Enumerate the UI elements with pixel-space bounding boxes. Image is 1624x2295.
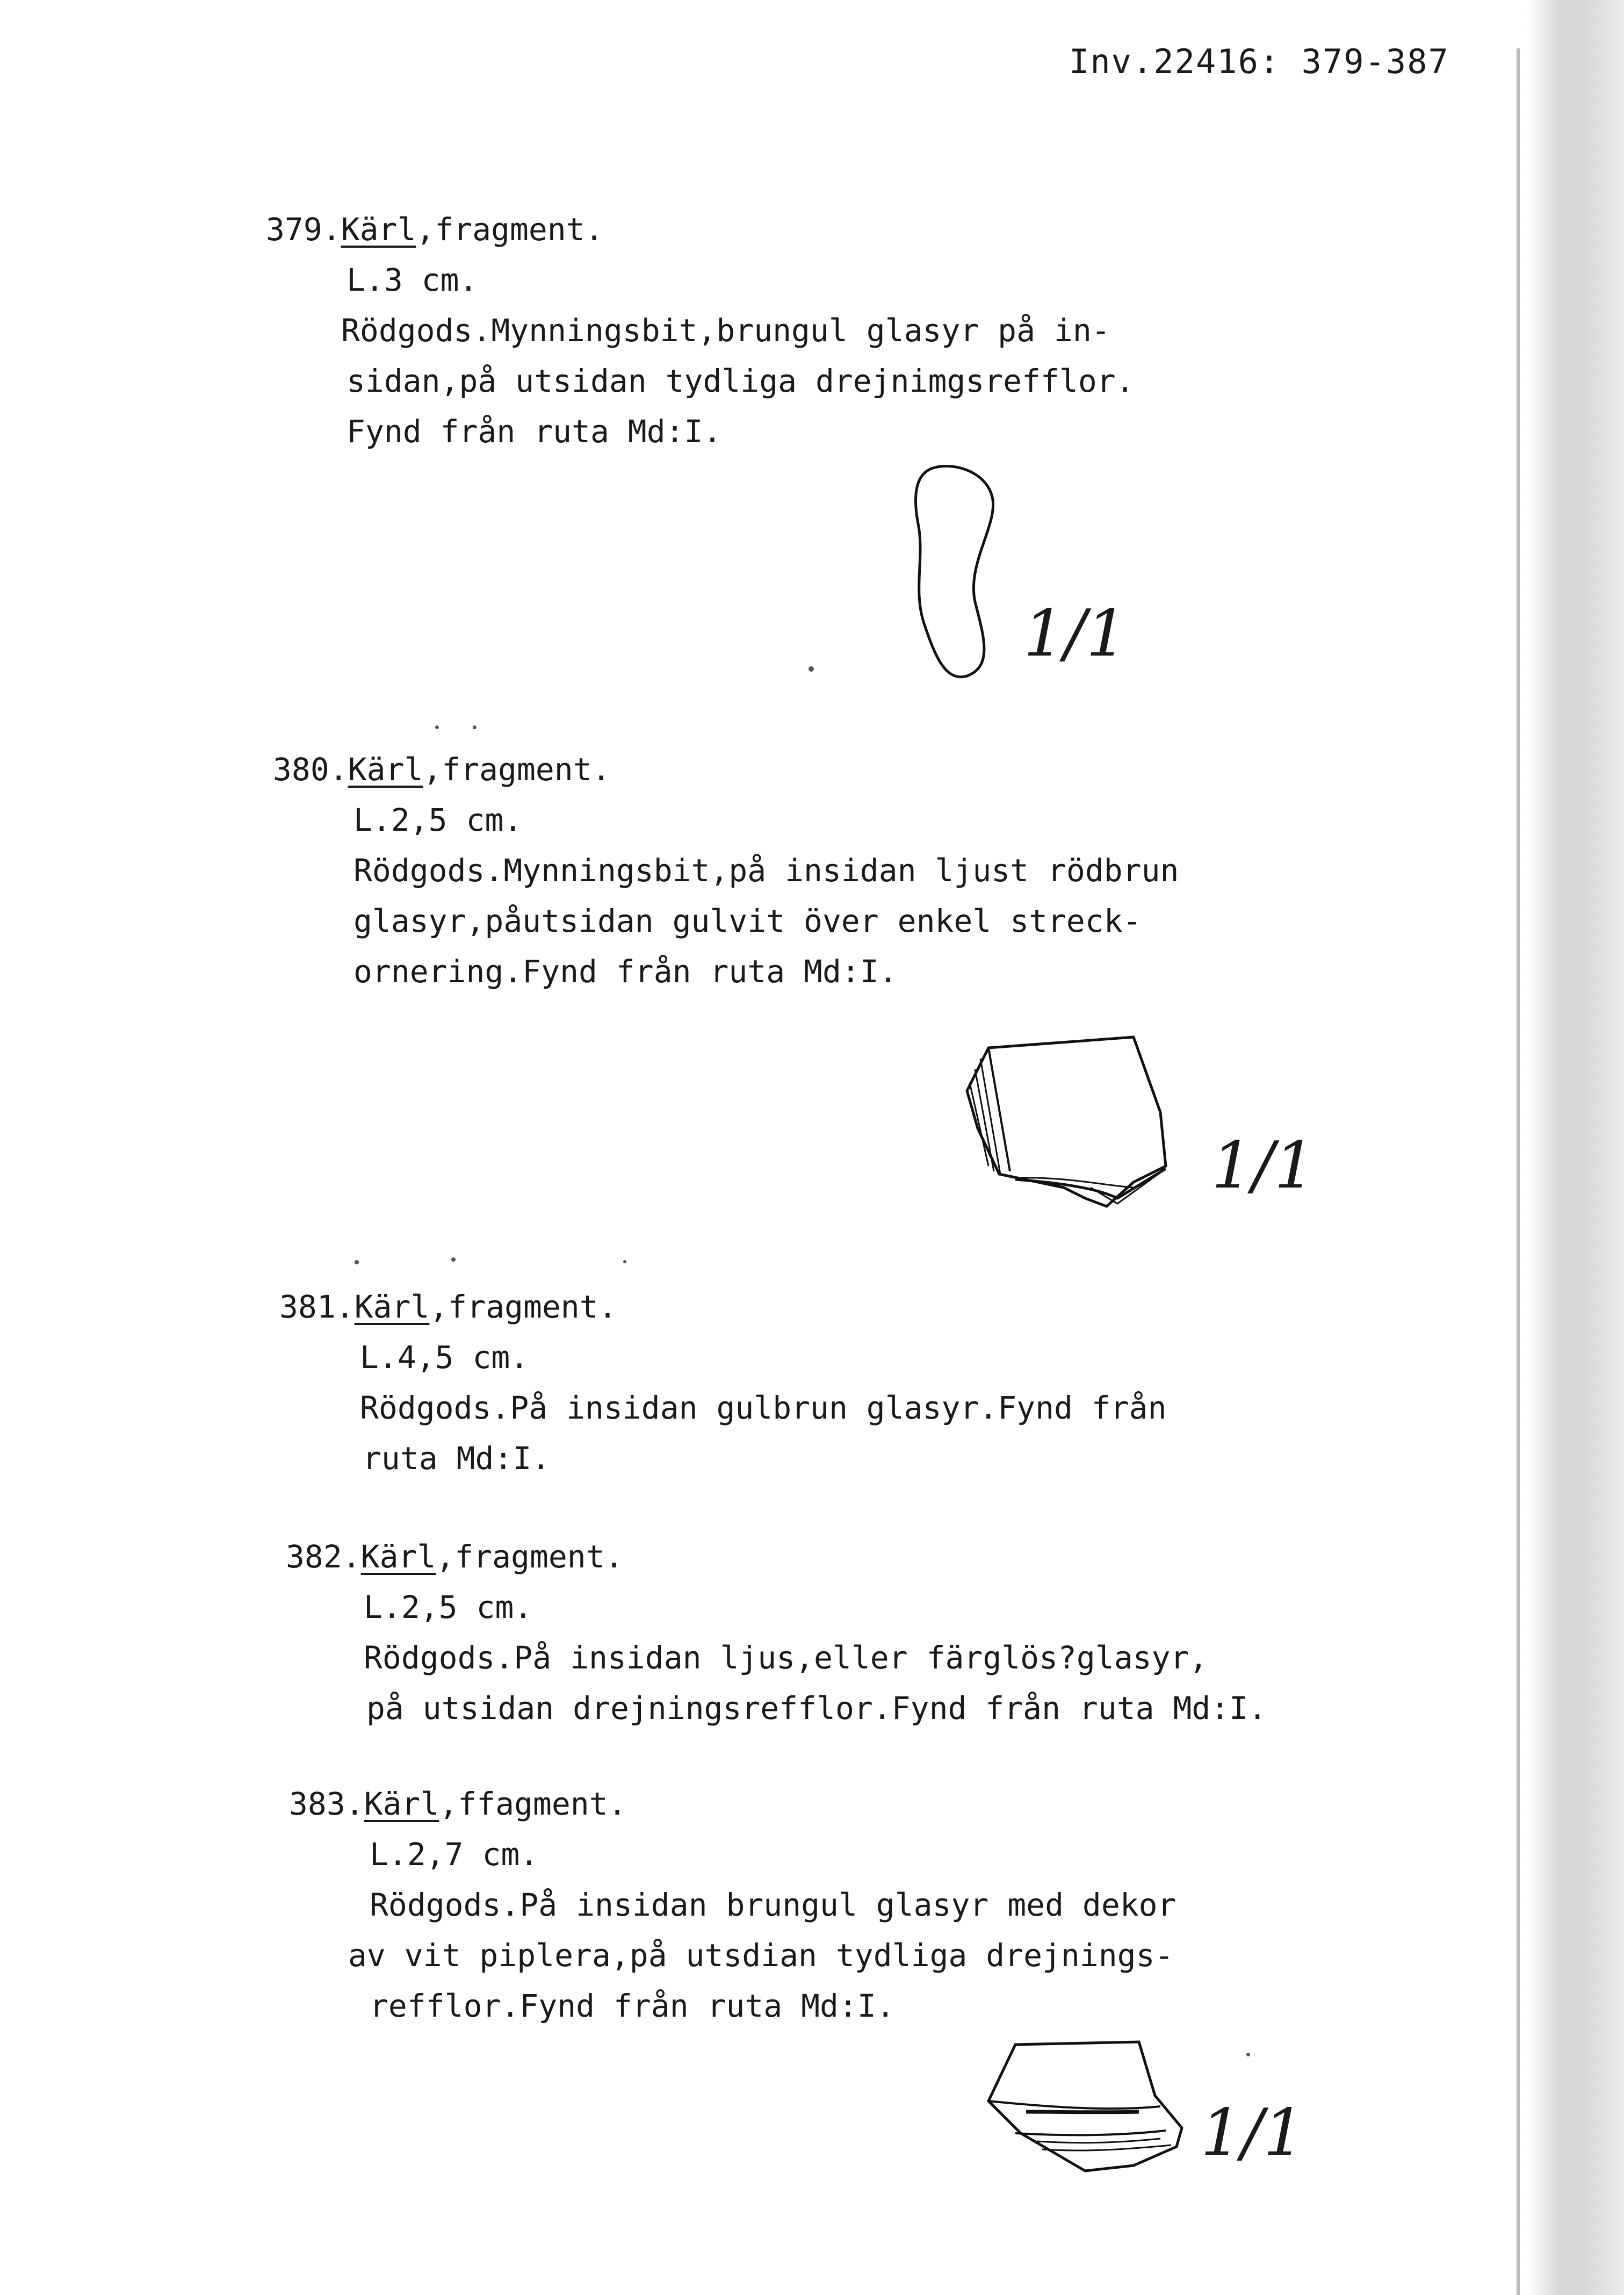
entry-number: 381. [279,1289,355,1325]
entry-line: Rödgods.Mynningsbit,brungul glasyr på in- [341,312,1110,349]
sherd-drawing-383 [978,2031,1203,2182]
scale-mark-380: 1/1 [1211,1128,1316,1203]
entry-line: L.2,5 cm. [353,802,523,838]
entry-heading [286,1531,1267,1582]
catalog-entry-379 [266,204,1135,457]
entry-number: 382. [286,1538,361,1575]
entry-line: L.4,5 cm. [360,1339,529,1376]
entry-title: Kärl [364,1786,439,1822]
scan-edge-shadow [1527,0,1624,2295]
sherd-drawing-379 [903,462,999,688]
scale-mark-379: 1/1 [1023,596,1128,671]
entry-title-rest: ,fragment. [436,1538,624,1575]
scan-speck [355,1260,359,1264]
entry-line: av vit piplera,på utsdian tydliga drejnings- [348,1937,1174,1974]
entry-title-rest: ,fragment. [423,751,611,788]
entry-heading [266,204,1135,255]
entry-title: Kärl [341,211,416,248]
entry-line: Fynd från ruta Md:I. [347,413,722,450]
entry-line: L.3 cm. [347,262,478,298]
catalog-entry-380 [273,744,1179,997]
entry-title: Kärl [360,1538,436,1575]
entry-line: L.2,5 cm. [364,1589,533,1625]
entry-line: refflor.Fynd från ruta Md:I. [370,1988,895,2024]
scale-mark-383: 1/1 [1201,2096,1305,2170]
entry-number: 379. [266,211,341,248]
entry-title: Kärl [348,751,423,788]
sherd-drawing-380 [956,1026,1182,1220]
catalog-entry-382 [286,1531,1267,1733]
entry-line: L.2,7 cm. [370,1836,539,1873]
entry-line: Rödgods.På insidan brungul glasyr med dekor [370,1887,1177,1923]
entry-line: ruta Md:I. [363,1440,551,1477]
entry-number: 380. [273,751,348,788]
scan-speck [809,666,814,672]
entry-title: Kärl [354,1289,430,1325]
entry-line: ornering.Fynd från ruta Md:I. [353,953,898,990]
entry-line: sidan,på utsidan tydliga drejnimgsrefflor. [347,363,1135,399]
scan-speck [435,725,439,729]
entry-heading [289,1779,1177,1829]
entry-line: Rödgods.På insidan gulbrun glasyr.Fynd från [360,1390,1167,1426]
scan-speck [1246,2053,1250,2056]
entry-heading [273,744,1179,795]
scan-speck [473,725,477,729]
scan-edge-line [1517,48,1520,2295]
entry-title-rest: ,fragment. [416,211,604,248]
catalog-entry-381 [279,1282,1167,1484]
catalog-entry-383 [289,1779,1177,2031]
entry-line: på utsidan drejningsrefflor.Fynd från ruta Md:I. [366,1690,1267,1726]
scan-speck [623,1260,626,1263]
inventory-number: Inv.22416: 379-387 [1069,42,1449,81]
entry-line: glasyr,påutsidan gulvit över enkel streck- [353,903,1142,939]
entry-title-rest: ,ffagment. [439,1786,627,1822]
entry-heading [279,1282,1167,1332]
entry-line: Rödgods.På insidan ljus,eller färglös?glasyr, [364,1639,1208,1676]
entry-line: Rödgods.Mynningsbit,på insidan ljust rödbrun [353,852,1179,889]
entry-number: 383. [289,1786,364,1822]
entry-title-rest: ,fragment. [429,1289,617,1325]
scan-speck [451,1257,456,1262]
